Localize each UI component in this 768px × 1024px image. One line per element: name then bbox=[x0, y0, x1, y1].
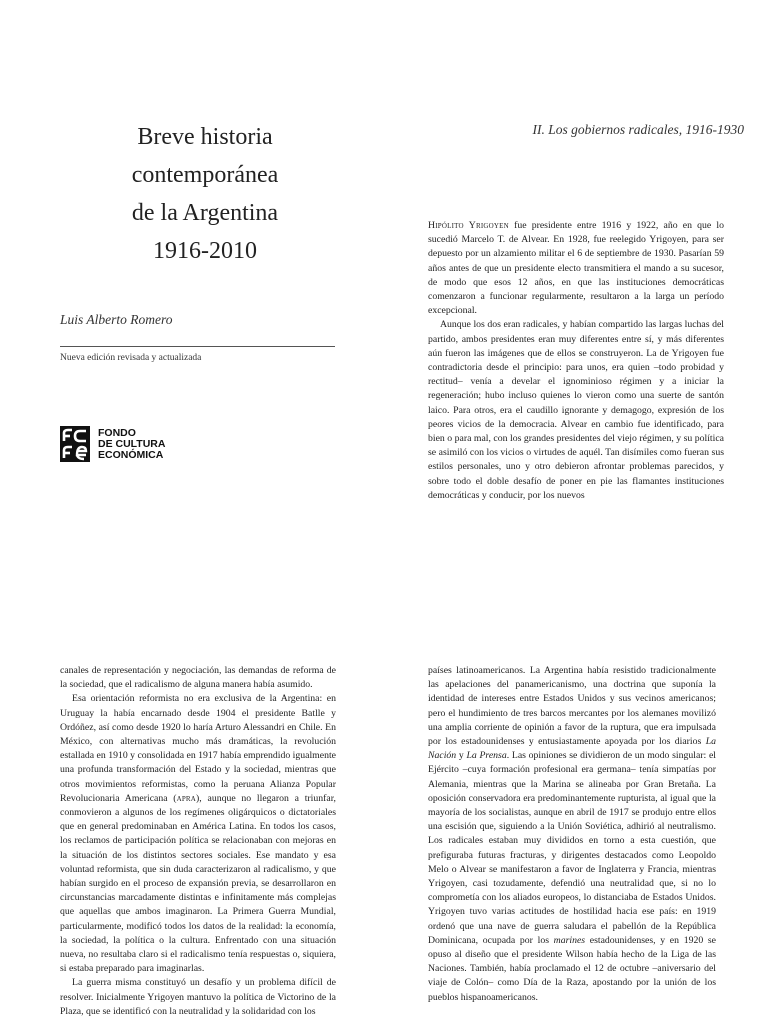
author-name: Luis Alberto Romero bbox=[60, 312, 173, 327]
publisher-emblem-icon bbox=[60, 426, 90, 462]
paragraph bbox=[60, 692, 336, 976]
paragraph: La guerra misma constituyó un desafío y un problema difícil de resolver. Inicialmente Yrigoyen mantuvo la política de Victorino de la Plaza, que se identificó con la neutralidad y la solidaridad con los bbox=[60, 977, 336, 1017]
chapter-body bbox=[428, 219, 724, 503]
paragraph-text: Esa orientación reformista no era exclusiva de la Argentina: en Uruguay la había encarnado desde 1904 el presidente Batlle y Ordóñez, así como desde 1920 lo haría Arturo Alessandri en Chile. En México, con alternativas mucho más dramáticas, la revolución estallada en 1910 y consolidada en 1917 había emprendido igualmente una profunda transformación del Estado y la sociedad, mientras que otros movimientos reformistas, como la peruana Alianza Popular Revolucionaria Americana ( bbox=[60, 693, 336, 804]
paragraph-text: . Las opiniones se dividieron de un modo singular: el Ejército –cuya formación profesional era germana– tenía simpatías por Alemania, mientras que la Marina se alineaba por Gran Bretaña. La oposición conservadora era predominantemente rupturista, al igual que la mayoría de los socialistas, aunque en abril de 1917 se produjo entre ellos una escisión que, siguiendo a la Unión Soviética, adhirió al neutralismo. Los radicales estaban muy divididos en torno a esta cuestión, que prefiguraba futuras fracturas, y dirigentes destacados como Leopoldo Melo o Alvear se manifestaron a favor de Inglaterra y Francia, mientras Yrigoyen, casi tozudamente, defendió una neutralidad que, si no lo comprometía con los aliados europeos, lo distanciaba de Estados Unidos. Yrigoyen tuvo varias actitudes de hostilidad hacia ese país: en 1919 ordenó que una nave de guerra saludara el pabellón de la República Dominicana, ocupada por los bbox=[428, 750, 716, 946]
book-title-line: 1916-2010 bbox=[153, 238, 257, 264]
book-title bbox=[60, 118, 350, 270]
publisher-logo bbox=[60, 426, 165, 462]
publisher-name-line: DE CULTURA bbox=[98, 438, 166, 451]
chapter-title: II. Los gobiernos radicales, 1916-1930 bbox=[532, 122, 744, 137]
newspaper-name: La Prensa bbox=[466, 750, 507, 762]
page-body bbox=[428, 664, 716, 1005]
title-page bbox=[0, 0, 384, 640]
newspaper-name: La Nación bbox=[428, 736, 716, 762]
paragraph-text: fue presidente entre 1916 y 1922, año en que lo sucedió Marcelo T. de Alvear. En 1928, fue reelegido Yrigoyen, para ser depuesto por un alzamiento militar el 6 de septiembre de 1930. Pasarían 59 años antes de que un presidente electo transmitiera el mando a su sucesor, de modo que esos 12 años, en que las instituciones democráticas comenzaron a funcionar regularmente, resultaron a la larga un período excepcional. bbox=[428, 220, 724, 317]
paragraph-text: estadounidenses, y en 1920 se opuso al diseño que el presidente Wilson había hecho de la Liga de las Naciones. También, había proclamado el 12 de octubre –aniversario del viaje de Colón– como Día de la Raza, apostando por la unión de los pueblos hispanoamericanos. bbox=[428, 934, 716, 1003]
publisher-name-line: ECONÓMICA bbox=[98, 449, 164, 462]
publisher-name-line: FONDO bbox=[98, 427, 136, 439]
italic-term: marines bbox=[553, 934, 586, 946]
paragraph bbox=[428, 664, 716, 1005]
page-body bbox=[60, 664, 336, 1019]
paragraph bbox=[428, 219, 724, 318]
paragraph-text: ), aunque no llegaron a triunfar, conmovieron a algunos de los regímenes oligárquicos o dictatoriales que en general predominaban en América Latina. En todos los casos, los reclamos de participación política se relacionaban con mejoras en la situación de los distintos sectores sociales. Ese mandato y esa voluntad reformista, que sin duda caracterizaron al radicalismo, y que habían surgido en el proceso de expansión previa, se desarrollaron en circunstancias marcadamente distintas e infinitamente más complejas que aquellas que ambos imaginaron. La Primera Guerra Mundial, particularmente, modificó todos los datos de la realidad: la economía, la sociedad, la política o la cultura. Enfrentado con una situación nueva, no resultaba claro si el radicalismo tenía respuestas o, siquiera, si estaba preparado para imaginarlas. bbox=[60, 792, 336, 975]
acronym: apra bbox=[176, 792, 197, 804]
book-title-line: Breve historia bbox=[137, 124, 273, 150]
book-title-line: de la Argentina bbox=[131, 200, 279, 226]
chapter-opening-page bbox=[384, 0, 768, 640]
book-title-line: contemporánea bbox=[131, 162, 279, 188]
publisher-name bbox=[98, 428, 165, 462]
paragraph: Aunque los dos eran radicales, y habían compartido las largas luchas del partido, ambos presidentes eran muy diferentes entre sí, y más diferentes aún fueron las imágenes que de ellos se construyeron. La de Yrigoyen fue contradictoria desde el principio: para unos, era quien –todo probidad y rectitud– venía a develar el ignominioso régimen y a iniciar la regeneración; hubo incluso quienes lo vieron como una suerte de santón laico. Para otros, era el caudillo ignorante y demagogo, expresión de los peores vicios de la democracia. Alvear en cambio fue identificado, para bien o para mal, con los grandes presidentes del viejo régimen, y su política se asimiló con los vicios o virtudes de aquél. Tan disímiles como fueran sus estilos personales, uno y otro debieron afrontar problemas parecidos, y sobre todo el doble desafío de poner en pie las flamantes instituciones democráticas y conducir, por los nuevos bbox=[428, 319, 724, 501]
paragraph-text: y bbox=[456, 750, 467, 762]
paragraph-text: países latinoamericanos. La Argentina había resistido tradicionalmente las apelaciones del panamericanismo, una doctrina que suponía la identidad de intereses entre Estados Unidos y sus vecinos americanos; pero el hundimiento de tres barcos mercantes por los alemanes movilizó una amplia corriente de opinión a favor de la ruptura, que era impulsada por los estadounidenses y entusiastamente apoyada por los diarios bbox=[428, 665, 716, 748]
text-page-left bbox=[0, 640, 384, 1024]
divider-rule bbox=[60, 346, 335, 347]
paragraph: canales de representación y negociación, las demandas de reforma de la sociedad, que el radicalismo de alguna manera había asumido. bbox=[60, 665, 336, 691]
edition-note: Nueva edición revisada y actualizada bbox=[60, 353, 202, 363]
text-page-right bbox=[384, 640, 768, 1024]
opening-name: Hipólito Yrigoyen bbox=[428, 220, 509, 231]
